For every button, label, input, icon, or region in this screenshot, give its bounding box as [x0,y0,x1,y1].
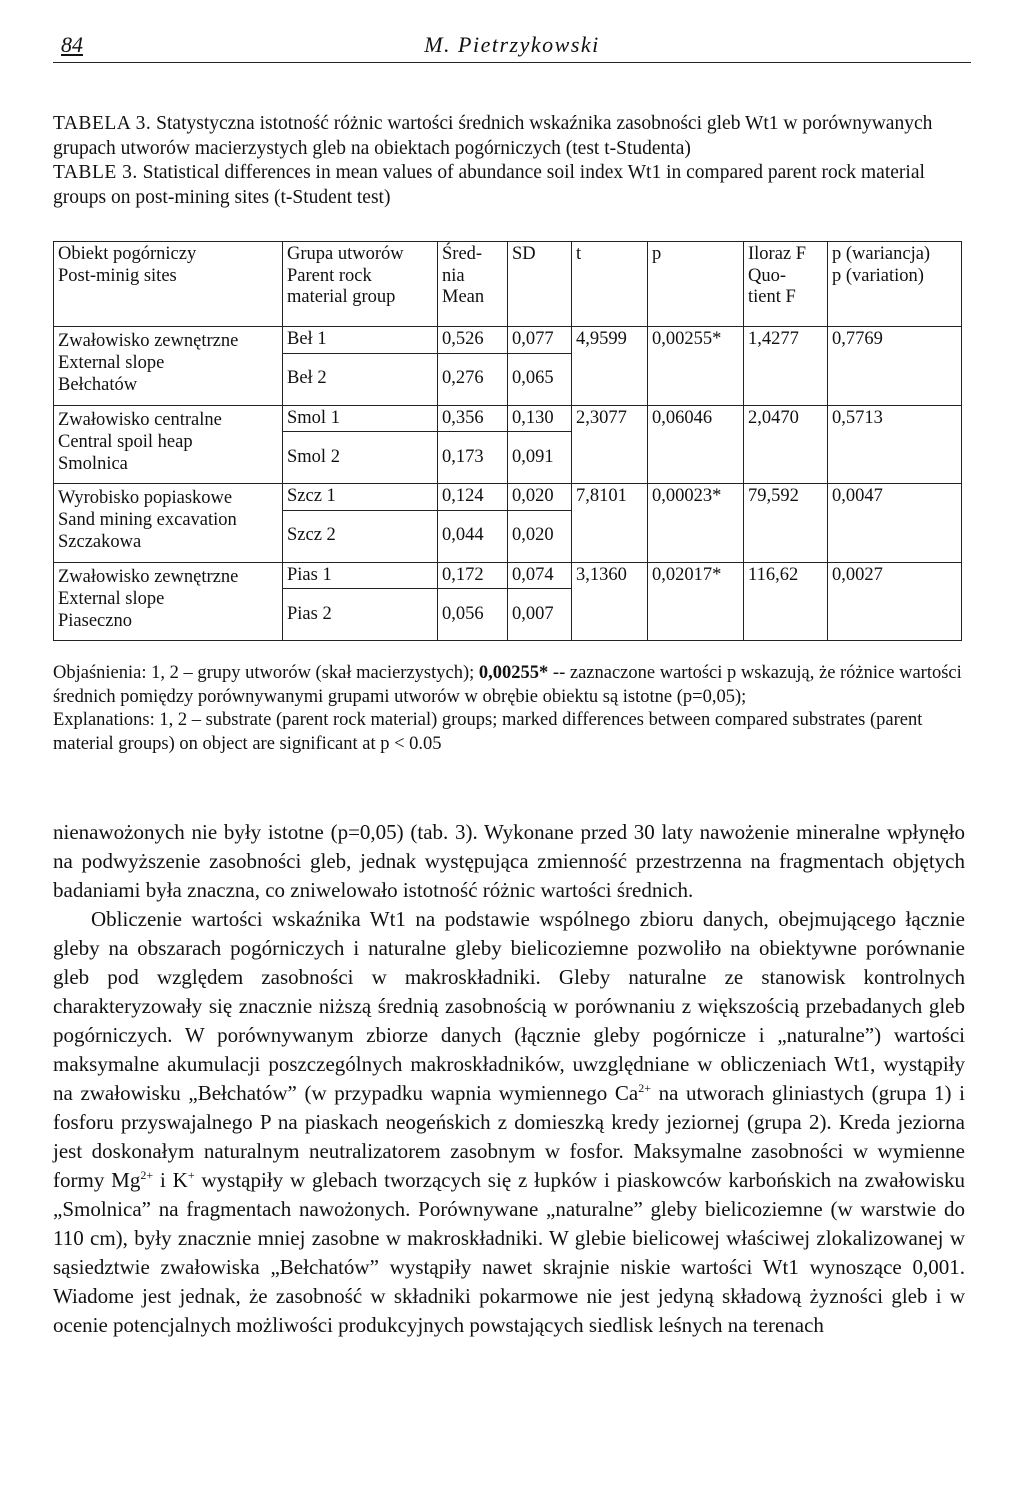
caption-pl-text: Statystyczna istotność różnic wartości średnich wskaźnika zasobności gleb Wt1 w porównywanych grupach utworów macierzystych gleb na obiektach pogórniczych (test t-Studenta) [53,113,933,159]
header-t: t [572,242,648,327]
group-cell: Beł 2 [283,353,438,405]
group-cell: Smol 2 [283,432,438,484]
p-variation-cell: 0,0027 [828,562,962,641]
sd-cell: 0,077 [508,327,572,354]
p-variation-cell: 0,0047 [828,484,962,563]
mean-cell: 0,356 [438,405,508,432]
t-cell: 4,9599 [572,327,648,406]
table-header-row [54,242,962,327]
header-group: Grupa utworów Parent rock material group [283,242,438,327]
group-cell: Pias 2 [283,589,438,641]
group-cell: Smol 1 [283,405,438,432]
body-text [53,818,965,1340]
page-header [53,28,971,63]
table-row [54,405,962,432]
mean-cell: 0,173 [438,432,508,484]
paragraph-1: nienawożonych nie były istotne (p=0,05) (tab. 3). Wykonane przed 30 laty nawożenie mineralne wpłynęło na podwyższenie zasobności gleb, jednak występująca zmienność przestrzenna na fragmentach objętych badaniami była znaczna, co zniwelowało istotność różnic wartości średnich. [53,820,965,902]
caption-en-label: TABLE 3. [53,162,138,183]
caption-english [53,161,971,210]
p-cell: 0,06046 [648,405,744,484]
p-variation-cell: 0,7769 [828,327,962,406]
header-mean: Śred- nia Mean [438,242,508,327]
sd-cell: 0,091 [508,432,572,484]
sd-cell: 0,020 [508,510,572,562]
mean-cell: 0,276 [438,353,508,405]
caption-polish [53,112,971,161]
header-site: Obiekt pogórniczy Post-minig sites [54,242,283,327]
t-cell: 2,3077 [572,405,648,484]
header-p-variation: p (wariancja) p (variation) [828,242,962,327]
running-head-author: M. Pietrzykowski [424,32,600,57]
table-caption [53,112,971,210]
mean-cell: 0,172 [438,562,508,589]
f-cell: 116,62 [744,562,828,641]
group-cell: Szcz 2 [283,510,438,562]
sd-cell: 0,007 [508,589,572,641]
f-cell: 79,592 [744,484,828,563]
caption-en-text: Statistical differences in mean values of abundance soil index Wt1 in compared parent rock material groups on post-mining sites (t-Student test) [53,162,925,208]
mean-cell: 0,124 [438,484,508,511]
group-cell: Beł 1 [283,327,438,354]
site-cell: Zwałowisko zewnętrzne External slope Bełchatów [54,327,283,406]
site-cell: Wyrobisko popiaskowe Sand mining excavation Szczakowa [54,484,283,563]
group-cell: Pias 1 [283,562,438,589]
sd-cell: 0,074 [508,562,572,589]
p-cell: 0,00023* [648,484,744,563]
mean-cell: 0,044 [438,510,508,562]
sd-cell: 0,130 [508,405,572,432]
t-cell: 3,1360 [572,562,648,641]
statistics-table [53,241,962,641]
mean-cell: 0,526 [438,327,508,354]
p-cell: 0,00255* [648,327,744,406]
table-notes [53,662,971,756]
sd-cell: 0,065 [508,353,572,405]
group-cell: Szcz 1 [283,484,438,511]
header-p: p [648,242,744,327]
paragraph-2: Obliczenie wartości wskaźnika Wt1 na podstawie wspólnego zbioru danych, obejmującego łącznie gleby na obszarach pogórniczych i naturalne gleby bielicoziemne pozwoliło na obiektywne porównanie gleb pod względem zasobności w makroskładniki. Gleby naturalne ze stanowisk kontrolnych charakteryzowały się znacznie niższą średnią zasobnością w porównaniu z większością przebadanych gleb pogórniczych. W porównywanym zbiorze danych (łącznie gleby pogórnicze i „naturalne”) wartości maksymalne akumulacji poszczególnych makroskładników, uwzględniane w obliczeniach Wt1, wystąpiły na zwałowisku „Bełchatów” (w przypadku wapnia wymiennego $Ca^{2+}$ na utworach gliniastych (grupa 1) i fosforu przyswajalnego P na piaskach neogeńskich z domieszką kredy jeziornej (grupa 2). Kreda jeziorna jest doskonałym naturalnym neutralizatorem zasobnym w fosfor. Maksymalne zasobności w wymienne formy $Mg^{2+}$ i K+ wystąpiły w glebach tworzących się z łupków i piaskowców karbońskich na zwałowisku „Smolnica” na fragmentach nawożonych. Porównywane „naturalne” gleby bielicoziemne (w warstwie do 110 cm), były znacznie mniej zasobne w makroskładniki. W glebie bielicowej właściwej zlokalizowanej w sąsiedztwie zwałowiska „Bełchatów” wystąpiły nawet skrajnie niskie wartości Wt1 wynoszące 0,001. Wiadome jest jednak, że zasobność w składniki pokarmowe nie jest jedyną składową żyzności gleb i w ocenie potencjalnych możliwości produkcyjnych powstających siedlisk leśnych na terenach [53,907,966,1337]
table-row [54,484,962,511]
header-sd: SD [508,242,572,327]
header-f-quotient: Iloraz F Quo- tient F [744,242,828,327]
table-row [54,562,962,589]
f-cell: 1,4277 [744,327,828,406]
p-variation-cell: 0,5713 [828,405,962,484]
site-cell: Zwałowisko centralne Central spoil heap Smolnica [54,405,283,484]
site-cell: Zwałowisko zewnętrzne External slope Piaseczno [54,562,283,641]
notes-polish: Objaśnienia: 1, 2 – grupy utworów (skał macierzystych); 0,00255* -- zaznaczone wartości p wskazują, że różnice wartości średnich pomiędzy porównywanymi grupami utworów w obrębie obiektu są istotne (p=0,05); [53,663,962,707]
table-row [54,327,962,354]
sd-cell: 0,020 [508,484,572,511]
p-cell: 0,02017* [648,562,744,641]
f-cell: 2,0470 [744,405,828,484]
notes-english: Explanations: 1, 2 – substrate (parent rock material) groups; marked differences between compared substrates (parent material groups) on object are significant at p < 0.05 [53,710,923,754]
t-cell: 7,8101 [572,484,648,563]
mean-cell: 0,056 [438,589,508,641]
page-number: 84 [61,32,83,57]
caption-pl-label: TABELA 3. [53,113,152,134]
